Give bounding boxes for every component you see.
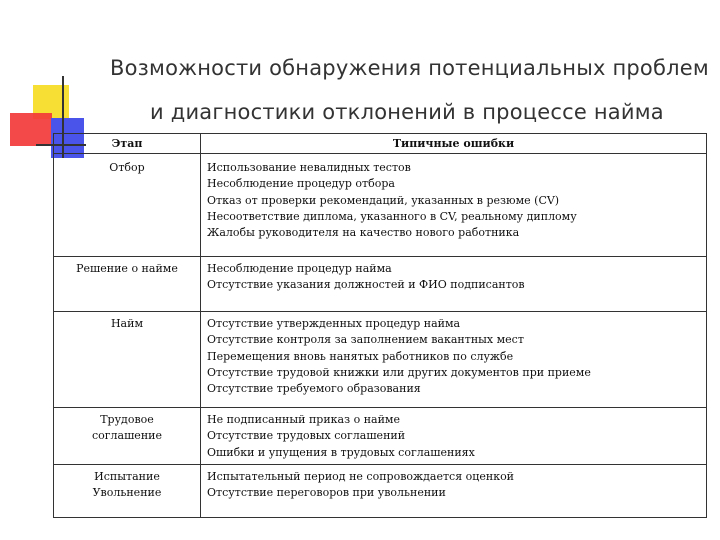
table-row — [54, 408, 707, 465]
errors-cell — [201, 408, 707, 465]
stage-label: Отбор — [109, 161, 145, 174]
errors-cell — [201, 257, 707, 312]
errors-cell — [201, 312, 707, 408]
error-item: Жалобы руководителя на качество нового работника — [207, 226, 520, 240]
slide-title-line-1: Возможности обнаружения потенциальных проблем — [110, 56, 709, 80]
table-row — [54, 465, 707, 518]
table-row — [54, 154, 707, 257]
error-item: Отсутствие указания должностей и ФИО подписантов — [207, 278, 525, 292]
error-item: Испытательный период не сопровождается оценкой — [207, 470, 515, 483]
error-item: Несоблюдение процедур найма — [207, 262, 392, 275]
table-header-row — [54, 134, 707, 154]
error-item: Отсутствие трудовых соглашений — [207, 429, 406, 443]
error-item: Отсутствие переговоров при увольнении — [207, 486, 446, 500]
table-row — [54, 312, 707, 408]
error-item: Использование невалидных тестов — [207, 161, 411, 174]
header-errors: Типичные ошибки — [201, 134, 707, 154]
error-item: Отсутствие требуемого образования — [207, 382, 421, 396]
slide-title-line-2: и диагностики отклонений в процессе найма — [150, 100, 664, 124]
stage-cell — [54, 257, 201, 312]
error-item: Отсутствие контроля за заполнением вакантных мест — [207, 333, 524, 347]
stage-label: Испытание — [94, 470, 160, 483]
stage-label: Трудовое — [100, 413, 154, 426]
errors-cell — [201, 154, 707, 257]
error-item: Несоблюдение процедур отбора — [207, 177, 395, 191]
stage-cell — [54, 408, 201, 465]
error-item: Ошибки и упущения в трудовых соглашениях — [207, 445, 475, 459]
error-item: Не подписанный приказ о найме — [207, 413, 400, 426]
error-item: Отказ от проверки рекомендаций, указанных в резюме (CV) — [207, 193, 560, 207]
error-item: Перемещения вновь нанятых работников по службе — [207, 349, 514, 363]
error-item: Отсутствие утвержденных процедур найма — [207, 317, 461, 330]
stage-label: Увольнение — [92, 486, 162, 500]
stage-label: соглашение — [91, 429, 162, 443]
stage-label: Найм — [110, 317, 144, 330]
error-item: Несоответствие диплома, указанного в CV, реальному диплому — [207, 209, 577, 223]
stage-cell — [54, 312, 201, 408]
table-row — [54, 257, 707, 312]
stage-cell — [54, 154, 201, 257]
errors-cell — [201, 465, 707, 518]
header-stage: Этап — [54, 134, 201, 154]
stage-label: Решение о найме — [76, 262, 178, 275]
hiring-errors-table — [53, 133, 707, 518]
decor-red-square — [10, 113, 52, 146]
stage-cell — [54, 465, 201, 518]
error-item: Отсутствие трудовой книжки или других документов при приеме — [207, 365, 591, 379]
